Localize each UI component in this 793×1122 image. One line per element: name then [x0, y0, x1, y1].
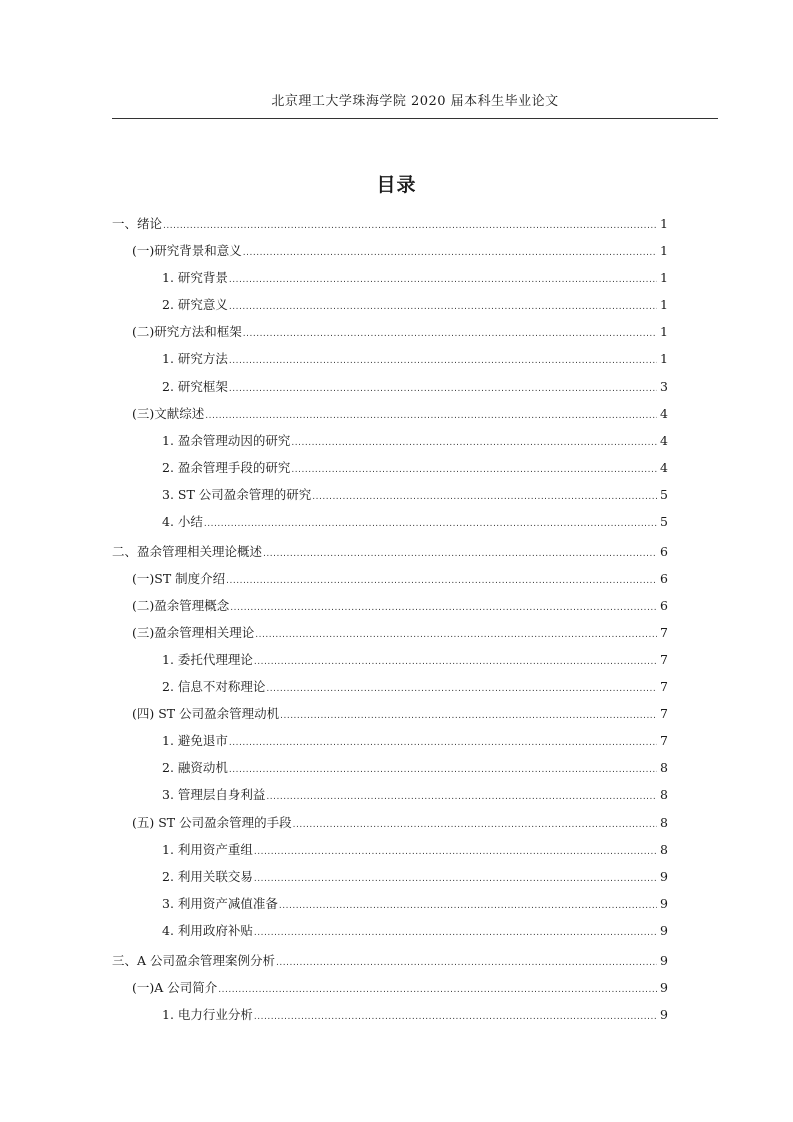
toc-entry-title: 1. 盈余管理动因的研究 [162, 432, 291, 448]
dot-leader [279, 893, 657, 920]
toc-entry-title: (一)A 公司简介 [132, 979, 218, 995]
toc-entry[interactable] [112, 565, 668, 592]
toc-entry[interactable] [112, 781, 668, 808]
dot-leader [254, 1004, 657, 1031]
toc-page-number: 9 [660, 895, 668, 911]
dot-leader [218, 977, 657, 1004]
toc-entry-title: (三)盈余管理相关理论 [132, 624, 255, 640]
toc-entry[interactable] [112, 673, 668, 700]
toc-entry[interactable] [112, 318, 668, 345]
toc-page-number: 4 [660, 432, 668, 448]
toc-entry[interactable] [112, 836, 668, 863]
dot-leader [229, 730, 657, 757]
dot-leader [280, 703, 657, 730]
toc-entry-title: 2. 信息不对称理论 [162, 679, 266, 695]
toc-entry[interactable] [112, 619, 668, 646]
toc-page-number: 9 [660, 868, 668, 884]
toc-page-number: 1 [660, 297, 668, 313]
toc-entry[interactable] [112, 592, 668, 619]
running-header: 北京理工大学珠海学院 2020 届本科生毕业论文 [271, 94, 559, 109]
table-of-contents [112, 210, 668, 1028]
toc-page-number: 8 [660, 841, 668, 857]
toc-entry-title: 2. 研究框架 [162, 378, 228, 394]
toc-page-number: 5 [660, 514, 668, 530]
toc-entry[interactable] [112, 1001, 668, 1028]
toc-page-number: 4 [660, 459, 668, 475]
toc-page-number: 6 [660, 570, 668, 586]
dot-leader [254, 866, 657, 893]
toc-page-number: 1 [660, 324, 668, 340]
toc-entry[interactable] [112, 646, 668, 673]
toc-page-number: 7 [660, 679, 668, 695]
dot-leader [266, 784, 657, 811]
toc-page-number: 6 [660, 597, 668, 613]
toc-entry[interactable] [112, 264, 668, 291]
toc-entry-title: 一、绪论 [112, 216, 163, 231]
toc-entry-title: (一)ST 制度介绍 [132, 570, 226, 586]
toc-entry[interactable] [112, 890, 668, 917]
dot-leader [254, 920, 657, 947]
toc-entry-title: 1. 电力行业分析 [162, 1006, 253, 1022]
dot-leader [204, 511, 657, 538]
toc-page-number: 9 [660, 979, 668, 995]
dot-leader [312, 484, 657, 511]
toc-page-number: 9 [660, 1006, 668, 1022]
toc-page-number: 7 [660, 706, 668, 722]
toc-entry-title: 1. 委托代理理论 [162, 652, 253, 667]
toc-entry-title: (一)研究背景和意义 [132, 243, 242, 259]
toc-page-number: 7 [660, 652, 668, 667]
toc-entry-title: 2. 研究意义 [162, 297, 228, 313]
toc-page-number: 4 [660, 405, 668, 421]
toc-entry[interactable] [112, 700, 668, 727]
toc-entry-title: (二)研究方法和框架 [132, 324, 242, 340]
toc-entry-title: (二)盈余管理概念 [132, 597, 230, 613]
dot-leader [254, 649, 657, 676]
dot-leader [226, 568, 657, 595]
toc-entry[interactable] [112, 373, 668, 400]
toc-page-number: 1 [660, 216, 668, 231]
dot-leader [229, 294, 657, 321]
toc-entry[interactable] [112, 427, 668, 454]
dot-leader [276, 950, 657, 977]
dot-leader [229, 757, 657, 784]
toc-entry[interactable] [112, 863, 668, 890]
dot-leader [291, 430, 657, 457]
toc-entry-title: (四) ST 公司盈余管理动机 [132, 706, 280, 722]
toc-entry[interactable] [112, 974, 668, 1001]
toc-entry[interactable] [112, 508, 668, 535]
dot-leader [254, 839, 657, 866]
toc-page-number: 6 [660, 543, 668, 559]
toc-entry-title: 3. ST 公司盈余管理的研究 [162, 486, 312, 502]
toc-page-number: 8 [660, 814, 668, 830]
toc-entry[interactable] [112, 917, 668, 944]
toc-page-number: 9 [660, 922, 668, 938]
toc-entry-title: 3. 管理层自身利益 [162, 787, 266, 803]
toc-entry[interactable] [112, 454, 668, 481]
toc-entry[interactable] [112, 727, 668, 754]
toc-entry-title: 三、A 公司盈余管理案例分析 [112, 952, 276, 968]
dot-leader [205, 403, 657, 430]
toc-entry-title: (三)文献综述 [132, 405, 205, 421]
toc-page-number: 3 [660, 378, 668, 394]
toc-entry[interactable] [112, 345, 668, 372]
dot-leader [229, 376, 657, 403]
toc-entry[interactable] [112, 538, 668, 565]
dot-leader [255, 622, 657, 649]
dot-leader [163, 213, 657, 240]
toc-entry[interactable] [112, 237, 668, 264]
toc-entry-title: 3. 利用资产减值准备 [162, 895, 278, 911]
toc-entry[interactable] [112, 210, 668, 237]
dot-leader [263, 541, 657, 568]
toc-entry-title: 2. 利用关联交易 [162, 868, 253, 884]
toc-entry-title: 1. 利用资产重组 [162, 841, 253, 857]
toc-page-number: 9 [660, 952, 668, 968]
toc-entry[interactable] [112, 291, 668, 318]
toc-page-number: 5 [660, 486, 668, 502]
toc-page-number: 1 [660, 351, 668, 367]
toc-entry-title: 1. 避免退市 [162, 733, 228, 749]
dot-leader [243, 240, 657, 267]
header-rule [112, 118, 718, 119]
toc-entry-title: 2. 融资动机 [162, 760, 228, 776]
toc-page-number: 7 [660, 624, 668, 640]
toc-title: 目录 [376, 174, 417, 196]
toc-page-number: 7 [660, 733, 668, 749]
toc-entry-title: (五) ST 公司盈余管理的手段 [132, 814, 292, 830]
toc-entry-title: 1. 研究方法 [162, 351, 228, 367]
toc-entry[interactable] [112, 481, 668, 508]
toc-entry[interactable] [112, 400, 668, 427]
dot-leader [243, 321, 657, 348]
toc-page-number: 1 [660, 270, 668, 286]
toc-page-number: 8 [660, 760, 668, 776]
dot-leader [229, 267, 657, 294]
toc-page-number: 8 [660, 787, 668, 803]
toc-entry[interactable] [112, 754, 668, 781]
dot-leader [293, 812, 657, 839]
toc-entry-title: 4. 利用政府补贴 [162, 922, 253, 938]
dot-leader [266, 676, 657, 703]
dot-leader [291, 457, 657, 484]
dot-leader [230, 595, 657, 622]
toc-entry[interactable] [112, 947, 668, 974]
toc-entry-title: 二、盈余管理相关理论概述 [112, 543, 263, 559]
toc-entry-title: 4. 小结 [162, 514, 203, 530]
dot-leader [229, 348, 657, 375]
toc-page-number: 1 [660, 243, 668, 259]
toc-entry-title: 1. 研究背景 [162, 270, 228, 286]
toc-entry-title: 2. 盈余管理手段的研究 [162, 459, 291, 475]
toc-entry[interactable] [112, 809, 668, 836]
